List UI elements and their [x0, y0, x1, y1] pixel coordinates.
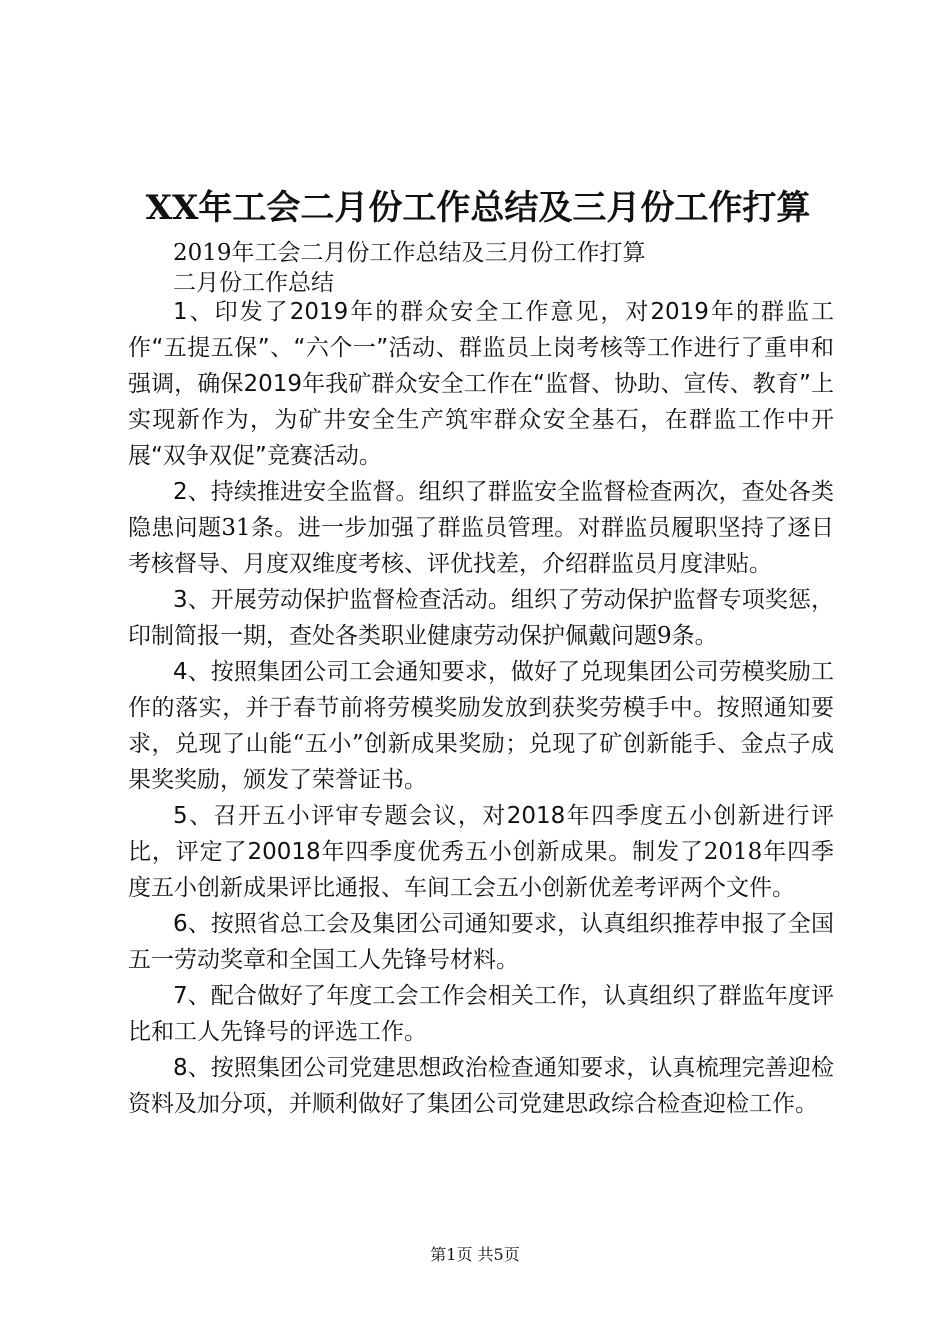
paragraph-2 [128, 474, 834, 582]
paragraph-7-lead: 7、配合做好了年度工会工作会相关工作，认真组织了群监年度评比和工人先锋号的评选工作。 [128, 983, 834, 1045]
paragraph-2-rest: 组织了群监安全监督检查两次，查处各类隐患问题31条。进一步加强了群监员管理。对群监员履职坚持了逐日考核督导、月度双维度考核、评优找差，介绍群监员月度津贴。 [128, 479, 834, 577]
paragraph-8-lead: 8、按照集团公司党建思想政治检查通知要求，认真梳理完善迎检资料及加分项，并顺利做好了集团公司党建思政综合检查迎检工作。 [128, 1055, 834, 1117]
paragraph-7 [128, 978, 834, 1050]
paragraph-3 [128, 582, 834, 654]
paragraph-2-lead: 2、持续推进安全监督。 [173, 479, 419, 505]
page-number-footer: 第1页 共5页 [430, 1245, 520, 1264]
paragraph-3-rest: 组织了劳动保护监督专项奖惩，印制简报一期，查处各类职业健康劳动保护佩戴问题9条。 [128, 587, 835, 649]
document-subtitle: 2019年工会二月份工作总结及三月份工作打算 [173, 240, 646, 266]
paragraph-1-lead: 1、印发了2019年的群众安全工作意见，对2019年的群监工作“五提五保”、“六个一”活动、群监员上岗考核等工作进行了重申和强调，确保2019年我矿群众安全工作在“监督、协助、宣传、教育”上实现新作为，为矿井安全生产筑牢群众安全基石，在群监工作中开展“双争双促”竞赛活动。 [128, 299, 834, 469]
paragraph-5-lead: 5、召开五小评审专题会议，对2018年四季度五小创新进行评比，评定了20018年四季度优秀五小创新成果。 [128, 803, 834, 865]
paragraph-5-rest: 制发了2018年四季度五小创新成果评比通报、车间工会五小创新优差考评两个文件。 [128, 839, 834, 901]
section-heading: 二月份工作总结 [173, 270, 334, 296]
paragraph-4-lead: 4、按照集团公司工会通知要求，做好了兑现集团公司劳模奖励工作的落实，并于春节前将劳模奖励发放到获奖劳模手中。 [128, 659, 834, 721]
document-body [128, 294, 834, 1122]
paragraph-4-rest: 按照通知要求，兑现了山能“五小”创新成果奖励；兑现了矿创新能手、金点子成果奖奖励，颁发了荣誉证书。 [128, 695, 835, 793]
paragraph-1 [128, 294, 834, 474]
paragraph-3-lead: 3、开展劳动保护监督检查活动。 [173, 587, 511, 613]
paragraph-4 [128, 654, 834, 798]
paragraph-8 [128, 1050, 834, 1122]
paragraph-6-lead: 6、按照省总工会及集团公司通知要求，认真组织推荐申报了全国五一劳动奖章和全国工人先锋号材料。 [128, 911, 834, 973]
paragraph-5 [128, 798, 834, 906]
document-title: XX年工会二月份工作总结及三月份工作打算 [145, 188, 811, 228]
paragraph-6 [128, 906, 834, 978]
